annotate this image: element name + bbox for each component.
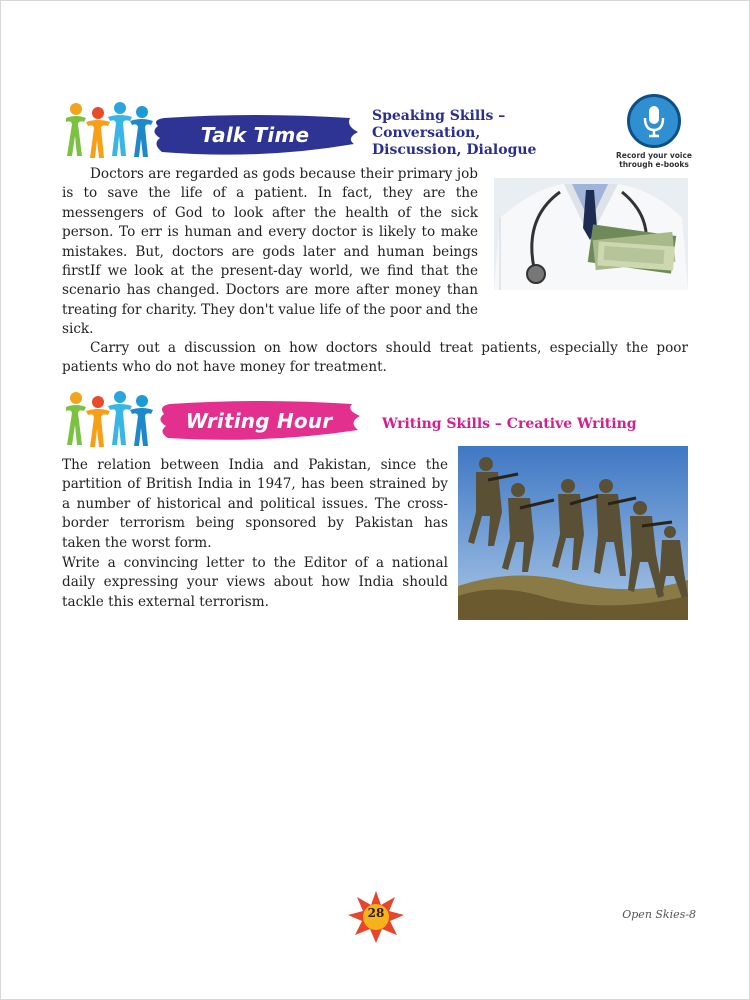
talk-paragraph-3: Carry out a discussion on how doctors should treat patients, especially the poor patients who do not have money for treatment. (62, 340, 688, 376)
doctor-illustration (494, 178, 688, 290)
caption-line: through e-books (619, 160, 689, 169)
writing-skills-heading: Writing Skills – Creative Writing (382, 416, 637, 432)
writing-hour-banner (156, 400, 362, 442)
speaking-skills-heading (372, 108, 536, 159)
record-caption (614, 151, 694, 169)
caption-line: Record your voice (616, 151, 692, 160)
writing-paragraph-2: Write a convincing letter to the Editor of a national daily expressing your views about how India should tackle this external terrorism. (62, 555, 448, 610)
soldiers-illustration (458, 446, 688, 620)
book-title: Open Skies-8 (622, 908, 696, 921)
talk-paragraph-2: If we look at the present-day world, we find that the scenario has changed. Doctors are more after money than treating for charity. They don't value life of the poor and the sick. (62, 263, 478, 338)
skills-line: Conversation, (372, 125, 481, 141)
skills-line: Discussion, Dialogue (372, 142, 537, 158)
doctor-photo (494, 178, 688, 290)
writing-hour-title: Writing Hour (185, 409, 333, 433)
record-voice-widget[interactable] (614, 94, 694, 169)
talk-paragraph-1: Doctors are regarded as gods because their primary job is to save the life of a patient. In fact, they are the messengers of God to look after the health of the sick person. To err is human and every doctor is likely to make mistakes. But, doctors are gods later and human beings first. (62, 166, 478, 280)
page-number: 28 (367, 906, 385, 920)
people-group-icon (62, 100, 154, 160)
writing-paragraph-1: The relation between India and Pakistan, since the partition of British India in 1947, has been strained by a number of historical and political issues. The cross-border terrorism being sponsored by Pakistan has taken the worst form. (62, 457, 448, 551)
talk-time-banner (150, 114, 360, 156)
microphone-button[interactable] (627, 94, 681, 148)
talk-time-title: Talk Time (200, 123, 310, 147)
skills-line: Speaking Skills – (372, 108, 506, 124)
soldiers-photo (458, 446, 688, 620)
people-group-icon (62, 389, 154, 449)
microphone-icon (641, 104, 667, 138)
